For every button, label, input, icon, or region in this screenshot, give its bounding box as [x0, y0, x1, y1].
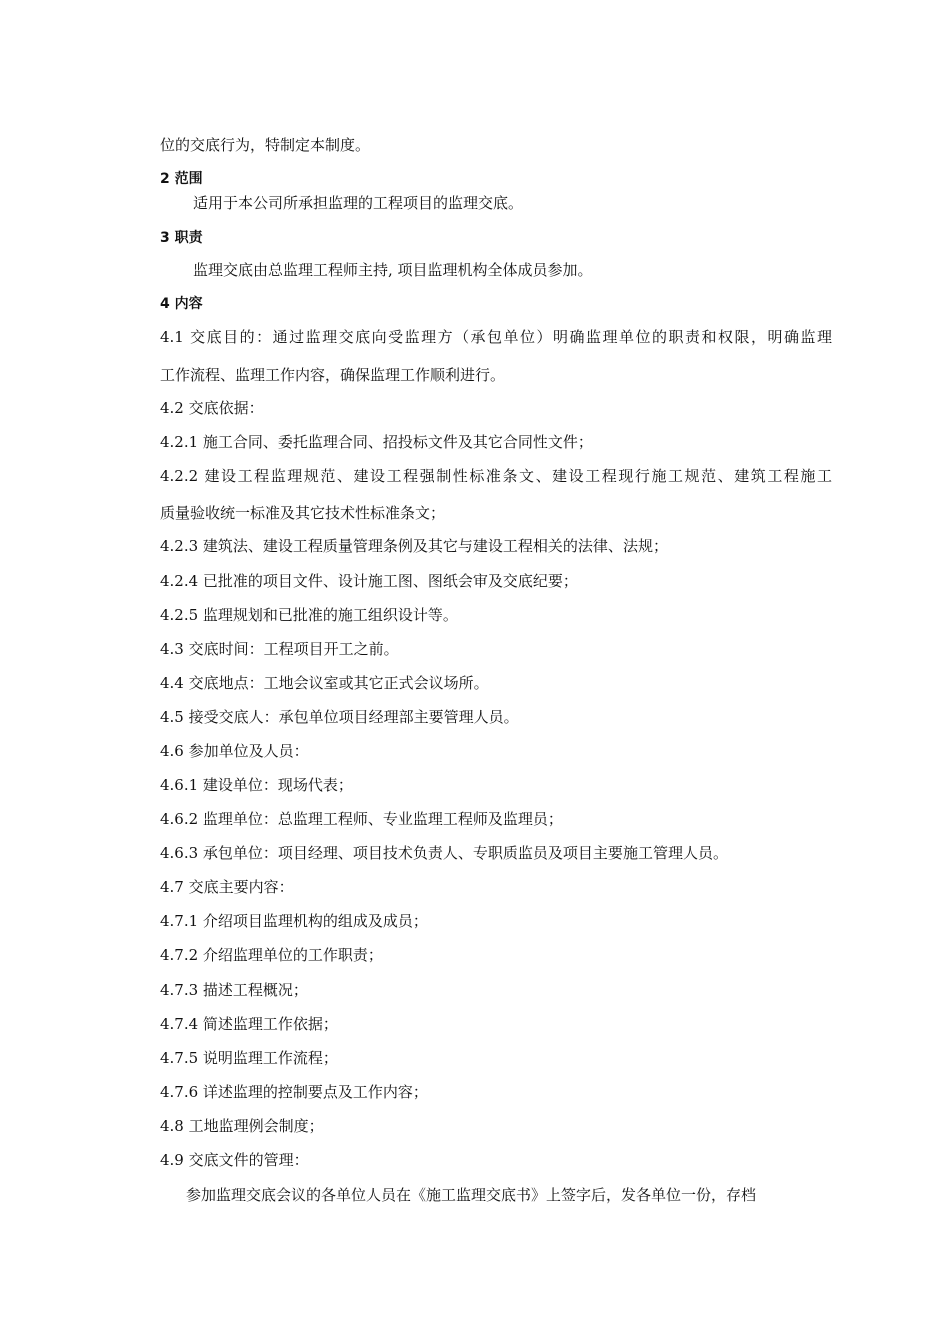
text-line: 4.2.3 建筑法、建设工程质量管理条例及其它与建设工程相关的法律、法规； [160, 537, 668, 555]
text-line: 4.2 交底依据： [160, 399, 264, 417]
section-heading-duties: 3 职责 [160, 230, 203, 246]
text-line: 4.4 交底地点：工地会议室或其它正式会议场所。 [160, 674, 489, 692]
section-heading-content: 4 内容 [160, 296, 203, 312]
text-line: 4.7.3 描述工程概况； [160, 981, 308, 999]
text-line: 位的交底行为，特制定本制度。 [160, 136, 371, 154]
text-line: 4.9 交底文件的管理： [160, 1151, 309, 1169]
text-line: 4.5 接受交底人：承包单位项目经理部主要管理人员。 [160, 708, 519, 726]
text-line: 监理交底由总监理工程师主持, 项目监理机构全体成员参加。 [193, 261, 593, 279]
text-line: 4.6.1 建设单位：现场代表； [160, 776, 353, 794]
text-line: 4.1 交底目的：通过监理交底向受监理方（承包单位）明确监理单位的职责和权限，明确监理 [160, 328, 832, 346]
text-line: 4.6.2 监理单位：总监理工程师、专业监理工程师及监理员； [160, 810, 563, 828]
section-heading-scope: 2 范围 [160, 171, 203, 187]
text-line: 4.2.2 建设工程监理规范、建设工程强制性标准条文、建设工程现行施工规范、建筑工程施工 [160, 467, 832, 485]
text-line: 4.6.3 承包单位：项目经理、项目技术负责人、专职质监员及项目主要施工管理人员。 [160, 844, 728, 862]
text-line: 4.7.2 介绍监理单位的工作职责； [160, 946, 383, 964]
text-line: 4.2.4 已批准的项目文件、设计施工图、图纸会审及交底纪要； [160, 572, 578, 590]
text-line: 4.8 工地监理例会制度； [160, 1117, 324, 1135]
text-line: 4.7.5 说明监理工作流程； [160, 1049, 338, 1067]
text-line: 工作流程、监理工作内容，确保监理工作顺利进行。 [160, 366, 506, 384]
text-line: 4.7.1 介绍项目监理机构的组成及成员； [160, 912, 428, 930]
text-line: 4.7.6 详述监理的控制要点及工作内容； [160, 1083, 428, 1101]
text-line: 参加监理交底会议的各单位人员在《施工监理交底书》上签字后，发各单位一份，存档 [186, 1186, 757, 1204]
text-line: 适用于本公司所承担监理的工程项目的监理交底。 [193, 194, 524, 212]
text-line: 4.7.4 简述监理工作依据； [160, 1015, 338, 1033]
text-line: 4.2.5 监理规划和已批准的施工组织设计等。 [160, 606, 458, 624]
text-line: 4.2.1 施工合同、委托监理合同、招投标文件及其它合同性文件； [160, 433, 593, 451]
text-line: 4.6 参加单位及人员： [160, 742, 309, 760]
text-line: 4.7 交底主要内容： [160, 878, 294, 896]
text-line: 质量验收统一标准及其它技术性标准条文； [160, 504, 446, 522]
text-line: 4.3 交底时间：工程项目开工之前。 [160, 640, 399, 658]
